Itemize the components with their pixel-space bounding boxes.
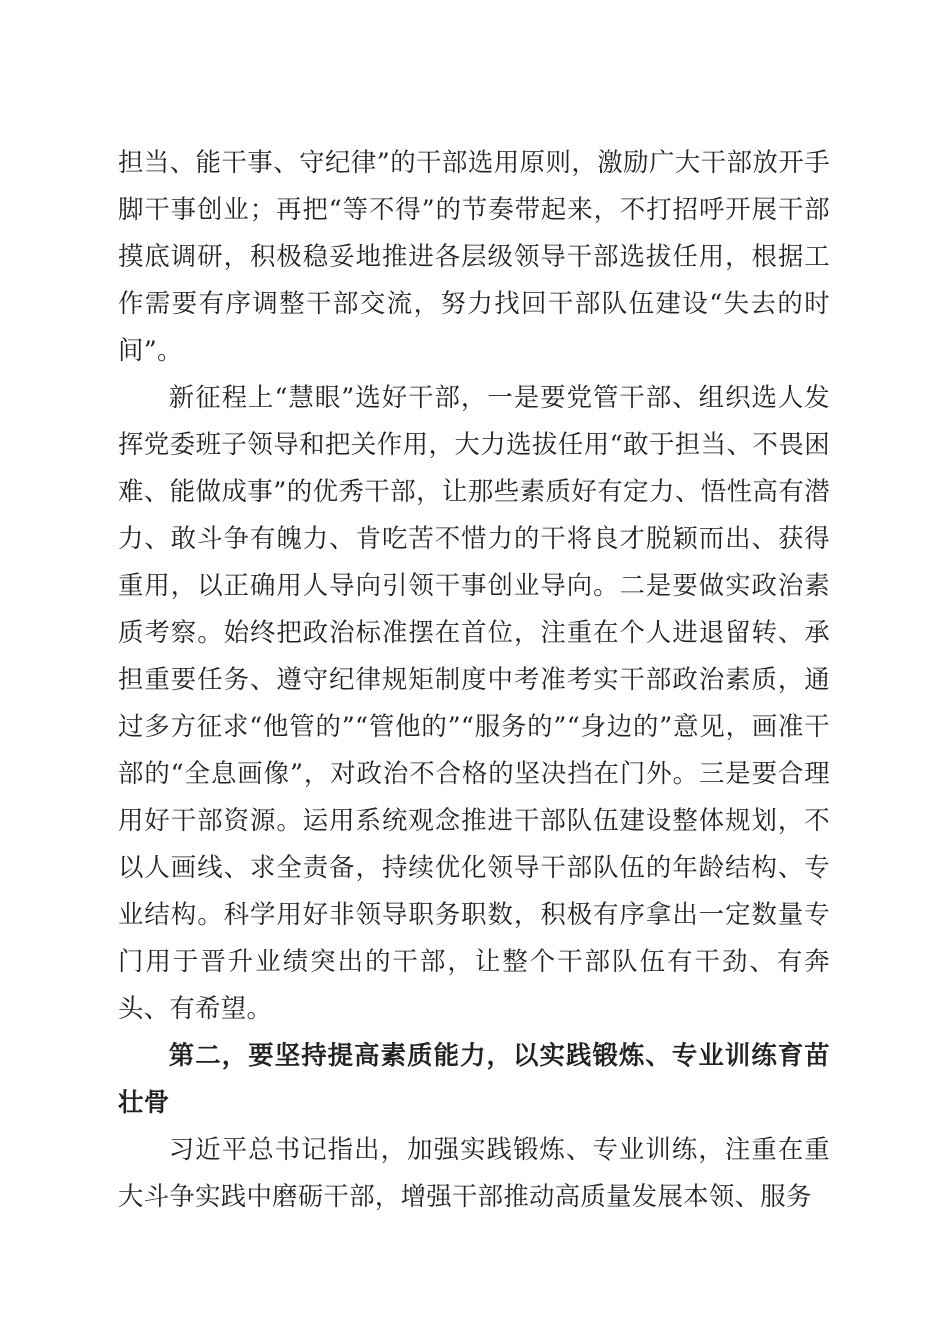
paragraph-continuation: 担当、能干事、守纪律”的干部选用原则，激励广大干部放开手脚干事创业；再把“等不得”的节奏带起来，不打招呼开展干部摸底调研，积极稳妥地推进各层级领导干部选拔任用，根据工作需要有序调整干部交流，努力找回干部队伍建设“失去的时间”。 — [118, 147, 830, 365]
paragraph-selection-principles: 新征程上“慧眼”选好干部，一是要党管干部、组织选人发挥党委班子领导和把关作用，大力选拔任用“敢于担当、不畏困难、能做成事”的优秀干部，让那些素质好有定力、悟性高有潜力、敢斗争有魄力、肯吃苦不惜力的干将良才脱颖而出、获得重用，以正确用人导向引领干事创业导向。二是要做实政治素质考察。始终把政治标准摆在首位，注重在个人进退留转、承担重要任务、遵守纪律规矩制度中考准考实干部政治素质，通过多方征求“他管的”“管他的”“服务的”“身边的”意见，画准干部的“全息画像”，对政治不合格的坚决挡在门外。三是要合理用好干部资源。运用系统观念推进干部队伍建设整体规划，不以人画线、求全责备，持续优化领导干部队伍的年龄结构、专业结构。科学用好非领导职务职数，积极有序拿出一定数量专门用于晋升业绩突出的干部，让整个干部队伍有干劲、有奔头、有希望。 — [118, 382, 830, 1023]
section-heading-second: 第二，要坚持提高素质能力，以实践锻炼、专业训练育苗壮骨 — [118, 1040, 830, 1117]
document-body — [118, 139, 830, 1220]
paragraph-practice-training: 习近平总书记指出，加强实践锻炼、专业训练，注重在重大斗争实践中磨砺干部，增强干部推动高质量发展本领、服务 — [118, 1134, 830, 1211]
